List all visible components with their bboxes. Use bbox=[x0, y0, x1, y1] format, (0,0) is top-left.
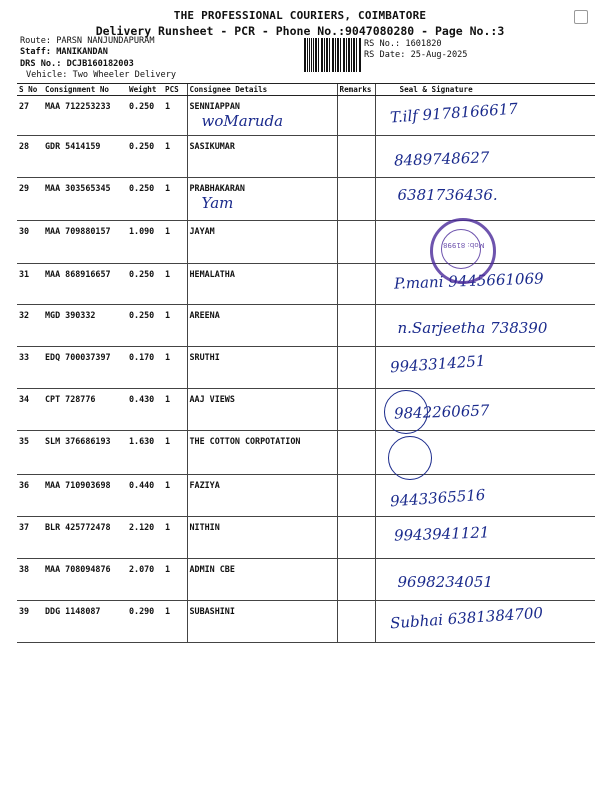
cell-signature bbox=[375, 178, 595, 221]
cell-pcs-text: 1 bbox=[165, 606, 171, 616]
cell-weight-text: 0.250 bbox=[129, 183, 155, 193]
cell-consignment-no bbox=[43, 264, 127, 305]
cell-consignment-no-text: GDR 5414159 bbox=[45, 141, 101, 151]
cell-pcs bbox=[163, 475, 187, 517]
table-row bbox=[17, 389, 595, 431]
cell-remarks bbox=[337, 347, 375, 389]
cell-weight bbox=[127, 389, 163, 431]
cell-sno-text: 35 bbox=[19, 436, 30, 446]
cell-sno-text: 39 bbox=[19, 606, 30, 616]
cell-sno-text: 30 bbox=[19, 226, 30, 236]
cell-consignment-no-text: MGD 390332 bbox=[45, 310, 96, 320]
cell-sno-text: 31 bbox=[19, 269, 30, 279]
cell-weight bbox=[127, 559, 163, 601]
cell-consignment-no bbox=[43, 431, 127, 475]
cell-consignment-no-text: SLM 376686193 bbox=[45, 436, 111, 446]
cell-weight bbox=[127, 431, 163, 475]
cell-weight-text: 0.170 bbox=[129, 352, 155, 362]
cell-sno-text: 37 bbox=[19, 522, 30, 532]
cell-remarks bbox=[337, 305, 375, 347]
cell-consignee-text: JAYAM bbox=[189, 226, 215, 236]
table-row bbox=[17, 347, 595, 389]
cell-consignment-no bbox=[43, 96, 127, 136]
cell-remarks bbox=[337, 601, 375, 643]
cell-sno bbox=[17, 517, 43, 559]
col-sno: S No bbox=[17, 84, 43, 96]
cell-consignment-no-text: MAA 708094876 bbox=[45, 564, 111, 574]
cell-weight bbox=[127, 178, 163, 221]
table-row bbox=[17, 264, 595, 305]
cell-sno-text: 27 bbox=[19, 101, 30, 111]
cell-sno bbox=[17, 601, 43, 643]
cell-consignee-text: SENNIAPPAN bbox=[189, 101, 240, 111]
cell-remarks bbox=[337, 96, 375, 136]
cell-sno bbox=[17, 136, 43, 178]
cell-pcs bbox=[163, 305, 187, 347]
barcode-bar bbox=[340, 38, 341, 72]
cell-consignee-text: SRUTHI bbox=[189, 352, 220, 362]
cell-consignee bbox=[187, 389, 337, 431]
route-text: Route: PARSN NANJUNDAPURAM bbox=[20, 36, 155, 46]
col-weight: Weight bbox=[127, 84, 163, 96]
cell-weight bbox=[127, 517, 163, 559]
cell-sno bbox=[17, 431, 43, 475]
handwritten-signature: P.mani 9445661069 bbox=[393, 269, 544, 293]
handwritten-signature: 9443365516 bbox=[388, 485, 486, 511]
table-row bbox=[17, 475, 595, 517]
cell-pcs bbox=[163, 517, 187, 559]
cell-consignee bbox=[187, 96, 337, 136]
stamp-text: Mob: 81998 bbox=[443, 241, 485, 249]
cell-pcs bbox=[163, 601, 187, 643]
cell-consignment-no-text: EDQ 700037397 bbox=[45, 352, 111, 362]
cell-consignment-no bbox=[43, 347, 127, 389]
barcode-bar bbox=[351, 38, 352, 72]
cell-pcs-text: 1 bbox=[165, 394, 171, 404]
handwritten-name: woMaruda bbox=[201, 112, 284, 130]
cell-weight bbox=[127, 96, 163, 136]
cell-pcs bbox=[163, 264, 187, 305]
cell-consignee-text: AREENA bbox=[189, 310, 220, 320]
cell-consignee bbox=[187, 347, 337, 389]
cell-consignee bbox=[187, 136, 337, 178]
cell-consignment-no bbox=[43, 601, 127, 643]
cell-consignee bbox=[187, 431, 337, 475]
table-row bbox=[17, 178, 595, 221]
cell-weight-text: 0.430 bbox=[129, 394, 155, 404]
cell-consignment-no-text: DDG 1148087 bbox=[45, 606, 101, 616]
col-consignee: Consignee Details bbox=[187, 84, 337, 96]
cell-signature bbox=[375, 559, 595, 601]
col-pcs: PCS bbox=[163, 84, 187, 96]
cell-consignee bbox=[187, 475, 337, 517]
cell-pcs bbox=[163, 221, 187, 264]
handwritten-signature: 9698234051 bbox=[397, 573, 493, 591]
cell-consignee bbox=[187, 517, 337, 559]
cell-consignment-no bbox=[43, 559, 127, 601]
cell-weight-text: 0.250 bbox=[129, 141, 155, 151]
cell-weight bbox=[127, 136, 163, 178]
cell-pcs-text: 1 bbox=[165, 352, 171, 362]
cell-pcs-text: 1 bbox=[165, 101, 171, 111]
rs-date: RS Date: 25-Aug-2025 bbox=[364, 50, 468, 60]
barcode-bar bbox=[356, 38, 357, 72]
cell-consignee-text: ADMIN CBE bbox=[189, 564, 235, 574]
cell-consignee bbox=[187, 305, 337, 347]
cell-sno-text: 33 bbox=[19, 352, 30, 362]
cell-consignment-no bbox=[43, 178, 127, 221]
drs-text: DRS No.: DCJB160182003 bbox=[20, 59, 134, 69]
cell-sno bbox=[17, 389, 43, 431]
vehicle-text: Vehicle: Two Wheeler Delivery bbox=[26, 70, 177, 80]
handwritten-signature: Subhai 6381384700 bbox=[389, 603, 544, 633]
col-signature: Seal & Signature bbox=[375, 84, 595, 96]
cell-pcs-text: 1 bbox=[165, 480, 171, 490]
barcode-bar bbox=[311, 38, 312, 72]
cell-pcs bbox=[163, 347, 187, 389]
cell-remarks bbox=[337, 559, 375, 601]
cell-consignee bbox=[187, 601, 337, 643]
handwritten-signature: 9943314251 bbox=[388, 351, 486, 377]
cell-consignment-no bbox=[43, 136, 127, 178]
barcode-bar bbox=[360, 38, 361, 72]
cell-signature bbox=[375, 347, 595, 389]
cell-consignee-text: SUBASHINI bbox=[189, 606, 235, 616]
cell-consignee-text: SASIKUMAR bbox=[189, 141, 235, 151]
cell-weight bbox=[127, 475, 163, 517]
cell-pcs bbox=[163, 178, 187, 221]
cell-consignment-no-text: CPT 728776 bbox=[45, 394, 96, 404]
cell-sno bbox=[17, 178, 43, 221]
cell-signature bbox=[375, 601, 595, 643]
cell-pcs bbox=[163, 389, 187, 431]
cell-pcs-text: 1 bbox=[165, 269, 171, 279]
cell-consignment-no bbox=[43, 221, 127, 264]
cell-weight bbox=[127, 264, 163, 305]
table-row bbox=[17, 601, 595, 643]
handwritten-signature: 9842260657 bbox=[393, 401, 490, 423]
cell-sno-text: 34 bbox=[19, 394, 30, 404]
cell-consignment-no bbox=[43, 305, 127, 347]
cell-remarks bbox=[337, 475, 375, 517]
cell-sno bbox=[17, 264, 43, 305]
cell-remarks bbox=[337, 221, 375, 264]
cell-remarks bbox=[337, 264, 375, 305]
cell-consignment-no-text: BLR 425772478 bbox=[45, 522, 111, 532]
cell-sno-text: 29 bbox=[19, 183, 30, 193]
cell-pcs bbox=[163, 559, 187, 601]
cell-weight bbox=[127, 221, 163, 264]
cell-sno bbox=[17, 475, 43, 517]
cell-consignment-no-text: MAA 709880157 bbox=[45, 226, 111, 236]
cell-weight bbox=[127, 305, 163, 347]
cell-weight bbox=[127, 347, 163, 389]
cell-remarks bbox=[337, 178, 375, 221]
cell-signature bbox=[375, 136, 595, 178]
cell-sno-text: 36 bbox=[19, 480, 30, 490]
cell-pcs bbox=[163, 136, 187, 178]
cell-consignee-text: HEMALATHA bbox=[189, 269, 235, 279]
cell-sno-text: 38 bbox=[19, 564, 30, 574]
cell-signature bbox=[375, 517, 595, 559]
signature-circle-35 bbox=[388, 436, 432, 480]
cell-weight-text: 0.440 bbox=[129, 480, 155, 490]
cell-remarks bbox=[337, 389, 375, 431]
table-row bbox=[17, 221, 595, 264]
barcode-bar bbox=[318, 38, 319, 72]
cell-signature bbox=[375, 305, 595, 347]
cell-sno bbox=[17, 96, 43, 136]
cell-weight-text: 2.120 bbox=[129, 522, 155, 532]
barcode-graphic bbox=[304, 38, 362, 72]
cell-pcs-text: 1 bbox=[165, 522, 171, 532]
barcode-bar bbox=[335, 38, 336, 72]
barcode-bar bbox=[322, 38, 323, 72]
cell-weight-text: 2.070 bbox=[129, 564, 155, 574]
cell-sno bbox=[17, 347, 43, 389]
cell-pcs-text: 1 bbox=[165, 310, 171, 320]
cell-consignment-no bbox=[43, 517, 127, 559]
cell-signature bbox=[375, 96, 595, 136]
cell-pcs-text: 1 bbox=[165, 183, 171, 193]
cell-sno bbox=[17, 305, 43, 347]
cell-weight-text: 0.250 bbox=[129, 310, 155, 320]
cell-weight-text: 0.250 bbox=[129, 101, 155, 111]
table-row bbox=[17, 431, 595, 475]
cell-consignee-text: NITHIN bbox=[189, 522, 220, 532]
company-title: THE PROFESSIONAL COURIERS, COIMBATORE bbox=[173, 9, 427, 22]
cell-weight-text: 1.090 bbox=[129, 226, 155, 236]
rs-number: RS No.: 1601820 bbox=[364, 39, 442, 49]
cell-weight-text: 0.250 bbox=[129, 269, 155, 279]
cell-pcs-text: 1 bbox=[165, 436, 171, 446]
handwritten-signature: 9943941121 bbox=[393, 523, 490, 545]
barcode-bar bbox=[344, 38, 345, 72]
col-remarks: Remarks bbox=[337, 84, 375, 96]
cell-consignment-no-text: MAA 710903698 bbox=[45, 480, 111, 490]
table-row bbox=[17, 517, 595, 559]
cell-consignment-no bbox=[43, 475, 127, 517]
barcode-bar bbox=[333, 38, 334, 72]
signature-circle-34 bbox=[384, 390, 428, 434]
courier-seal-stamp bbox=[430, 218, 496, 284]
col-consignment: Consignment No bbox=[43, 84, 127, 96]
cell-consignment-no bbox=[43, 389, 127, 431]
handwritten-signature: 8489748627 bbox=[393, 148, 490, 170]
cell-sno-text: 28 bbox=[19, 141, 30, 151]
cell-pcs bbox=[163, 96, 187, 136]
table-row bbox=[17, 96, 595, 136]
cell-consignee bbox=[187, 221, 337, 264]
cell-pcs-text: 1 bbox=[165, 141, 171, 151]
cell-consignment-no-text: MAA 712253233 bbox=[45, 101, 111, 111]
handwritten-name: Yam bbox=[201, 194, 234, 212]
handwritten-signature: T.ilf 9178166617 bbox=[389, 99, 518, 127]
cell-consignee-text: THE COTTON CORPOTATION bbox=[189, 436, 301, 446]
cell-weight-text: 1.630 bbox=[129, 436, 155, 446]
table-row bbox=[17, 136, 595, 178]
cell-sno bbox=[17, 221, 43, 264]
cell-consignee bbox=[187, 178, 337, 221]
table-header-row bbox=[17, 84, 595, 96]
runsheet-table bbox=[17, 83, 595, 643]
cell-remarks bbox=[337, 517, 375, 559]
cell-remarks bbox=[337, 431, 375, 475]
staff-text: Staff: MANIKANDAN bbox=[20, 47, 108, 57]
runsheet-title: Delivery Runsheet - PCR - Phone No.:9047080280 - Page No.:3 bbox=[95, 24, 505, 38]
table-row bbox=[17, 305, 595, 347]
cell-signature bbox=[375, 475, 595, 517]
cell-consignment-no-text: MAA 868916657 bbox=[45, 269, 111, 279]
rs-info bbox=[364, 39, 467, 61]
cell-sno bbox=[17, 559, 43, 601]
cell-remarks bbox=[337, 136, 375, 178]
cell-pcs-text: 1 bbox=[165, 226, 171, 236]
handwritten-signature: n.Sarjeetha 738390 bbox=[397, 319, 548, 337]
cell-weight bbox=[127, 601, 163, 643]
table-row bbox=[17, 559, 595, 601]
handwritten-signature: 6381736436. bbox=[397, 186, 498, 204]
barcode-bar bbox=[327, 38, 328, 72]
cell-consignee-text: PRABHAKARAN bbox=[189, 183, 245, 193]
cell-consignee bbox=[187, 264, 337, 305]
cell-sno-text: 32 bbox=[19, 310, 30, 320]
cell-pcs bbox=[163, 431, 187, 475]
cell-pcs-text: 1 bbox=[165, 564, 171, 574]
cell-consignment-no-text: MAA 303565345 bbox=[45, 183, 111, 193]
cell-weight-text: 0.290 bbox=[129, 606, 155, 616]
cell-consignee-text: AAJ VIEWS bbox=[189, 394, 235, 404]
cell-consignee-text: FAZIYA bbox=[189, 480, 220, 490]
cell-consignee bbox=[187, 559, 337, 601]
